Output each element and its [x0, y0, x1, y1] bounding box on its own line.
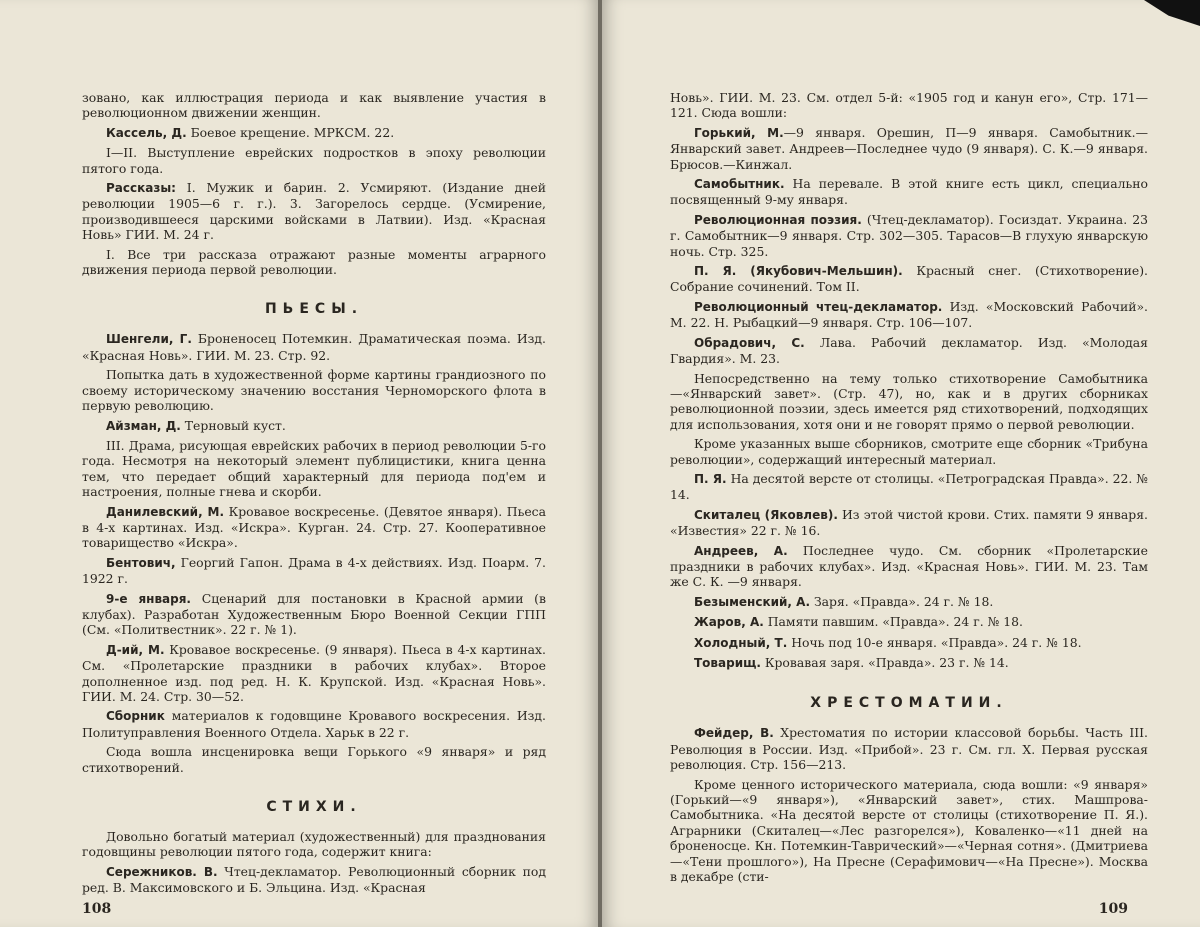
- entry-text: Непосредственно на тему только стихотворение Самобытника—«Январский завет». (Стр. 47), но, как и в других сборниках революционной поэзии, здесь имеется ряд стихотворений, подходящих для использования, хотя они и не говорят прямо о первой революции.: [670, 370, 1148, 432]
- section-heading: ХРЕСТОМАТИИ.: [810, 695, 1008, 712]
- entry-text: Изд. «Московский Рабочий». М. 22. Н. Рыбацкий—9 января. Стр. 106—107.: [670, 298, 1148, 331]
- paragraph: [670, 777, 1148, 885]
- section-heading: ПЬЕСЫ.: [264, 301, 364, 318]
- paragraph: [82, 145, 546, 176]
- bibliography-entry: [82, 642, 546, 705]
- entry-text: Попытка дать в художественной форме картины грандиозного по своему историческому значению восстания Черноморского флота в первую революцию.: [82, 367, 546, 414]
- entry-text: (Чтец-декламатор). Госиздат. Украина. 23 г. Самобытник—9 января. Стр. 302—305. Тарасов—В глухую январскую ночь. Стр. 325.: [670, 211, 1148, 259]
- entry-text: Довольно богатый материал (художественный) для празднования годовщины революции пятого года, содержит книга:: [82, 829, 546, 860]
- entry-author: Революционный чтец-декламатор.: [694, 299, 943, 314]
- entry-text: —9 января. Орешин, П—9 января. Самобытник.—Январский завет. Андреев—Последнее чудо (9 января). С. К.—9 января. Брюсов.—Кинжал.: [670, 124, 1148, 172]
- bibliography-entry: [670, 125, 1148, 172]
- bibliography-entry: [670, 635, 1148, 651]
- entry-text: Ночь под 10-е января. «Правда». 24 г. № 18.: [787, 634, 1082, 650]
- bibliography-entry: [670, 176, 1148, 208]
- paragraph: [82, 90, 546, 121]
- page-number: 108: [82, 901, 112, 917]
- entry-text: I. Мужик и барин. 2. Усмиряют. (Издание дней революции 1905—6 г. г.). 3. Загорелось сердце. (Усмирение, производившееся царскими войсками в Латвии). Изд. «Красная Новь» ГИИ. М. 24 г.: [82, 180, 546, 243]
- entry-author: Холодный, Т.: [694, 635, 788, 650]
- entry-author: Д-ий, М.: [106, 642, 165, 657]
- entry-text: Памяти павшим. «Правда». 24 г. № 18.: [763, 614, 1023, 630]
- entry-author: П. Я.: [694, 471, 727, 486]
- entry-author: Андреев, А.: [694, 543, 788, 558]
- entry-text: Кровавая заря. «Правда». 23 г. № 14.: [760, 655, 1009, 670]
- entry-author: Безыменский, А.: [694, 594, 811, 609]
- bibliography-entry: [670, 471, 1148, 503]
- right-page-text: [670, 90, 1149, 885]
- bibliography-entry: [82, 504, 546, 551]
- entry-text: зовано, как иллюстрация периода и как выявление участия в революционном движении женщин.: [82, 90, 546, 121]
- bibliography-entry: [670, 335, 1148, 367]
- paragraph: [82, 247, 546, 278]
- entry-author: 9-е января.: [106, 591, 191, 606]
- entry-text: Лава. Рабочий декламатор. Изд. «Молодая Гвардия». М. 23.: [670, 334, 1148, 367]
- entry-text: Из этой чистой крови. Стих. памяти 9 января. «Известия» 22 г. № 16.: [670, 506, 1148, 539]
- entry-author: Сборник: [106, 709, 165, 724]
- entry-author: Обрадович, С.: [694, 335, 805, 350]
- bibliography-entry: [670, 212, 1148, 259]
- entry-author: Шенгели, Г.: [106, 332, 192, 347]
- entry-text: Кровавое воскресенье. (Девятое января). Пьеса в 4-х картинах. Изд. «Искра». Курган. 24. Стр. 27. Кооперативное товарищество «Искра».: [82, 503, 546, 551]
- entry-author: Фейдер, В.: [694, 726, 774, 741]
- entry-text: На перевале. В этой книге есть цикл, специально посвященный 9-му января.: [670, 176, 1148, 208]
- bibliography-entry: [670, 614, 1148, 630]
- entry-text: Терновый куст.: [180, 417, 286, 433]
- entry-author: Скиталец (Яковлев).: [694, 507, 838, 522]
- entry-author: Рассказы:: [106, 181, 176, 196]
- paragraph: [82, 829, 546, 860]
- entry-text: Георгий Гапон. Драма в 4-х действиях. Изд. Поарм. 7. 1922 г.: [82, 554, 546, 587]
- entry-text: Новь». ГИИ. М. 23. См. отдел 5-й: «1905 год и канун его», Стр. 171—121. Сюда вошли:: [670, 90, 1148, 121]
- entry-author: Кассель, Д.: [106, 125, 187, 140]
- entry-text: Боевое крещение. МРКСМ. 22.: [186, 124, 395, 140]
- left-page: [0, 0, 598, 927]
- entry-author: Сережников. В.: [106, 864, 218, 879]
- bibliography-entry: [670, 594, 1148, 610]
- bibliography-entry: [82, 555, 546, 587]
- entry-text: Красный снег. (Стихотворение). Собрание сочинений. Том II.: [670, 263, 1148, 295]
- entry-text: Сценарий для постановки в Красной армии (в клубах). Разработан Художественным Бюро Военной Секции ГПП (См. «Политвестник». 22 г. № 1).: [82, 590, 546, 638]
- left-page-text: [82, 90, 546, 896]
- paragraph: [670, 436, 1148, 467]
- page-number: 109: [1098, 901, 1128, 917]
- entry-text: На десятой версте от столицы. «Петроградская Правда». 22. № 14.: [670, 470, 1149, 503]
- entry-author: Горький, М.: [694, 125, 784, 140]
- entry-text: Последнее чудо. См. сборник «Пролетарские праздники в рабочих клубах». Изд. «Красная Новь». ГИИ. М. 23. Там же С. К. —9 января.: [670, 542, 1148, 590]
- entry-text: Заря. «Правда». 24 г. № 18.: [810, 593, 994, 609]
- entry-text: Сюда вошла инсценировка вещи Горького «9 января» и ряд стихотворений.: [82, 744, 546, 775]
- bibliography-entry: [670, 725, 1148, 772]
- bibliography-entry: [82, 708, 546, 740]
- entry-author: Жаров, А.: [694, 615, 764, 630]
- entry-text: Кроме указанных выше сборников, смотрите еще сборник «Трибуна революции», содержащий интересный материал.: [670, 436, 1148, 467]
- bibliography-entry: [82, 125, 546, 141]
- paragraph: [82, 367, 546, 413]
- entry-text: Чтец-декламатор. Революционный сборник под ред. В. Максимовского и Б. Эльцина. Изд. «Красная: [82, 863, 546, 896]
- paragraph: [82, 744, 546, 775]
- paragraph: [670, 90, 1148, 121]
- entry-text: Броненосец Потемкин. Драматическая поэма. Изд. «Красная Новь». ГИИ. М. 23. Стр. 92.: [82, 331, 546, 363]
- bibliography-entry: [670, 655, 1148, 671]
- bibliography-entry: [82, 331, 546, 363]
- entry-author: Товарищ.: [694, 656, 761, 670]
- bibliography-entry: [670, 263, 1148, 295]
- corner-mark: [1130, 0, 1200, 26]
- bibliography-entry: [82, 418, 546, 434]
- entry-author: Айзман, Д.: [106, 418, 181, 433]
- entry-text: Хрестоматия по истории классовой борьбы. Часть III. Революция в России. Изд. «Прибой». 23 г. См. гл. X. Первая русская революция. Стр. 156—213.: [670, 725, 1148, 773]
- bibliography-entry: [670, 507, 1148, 539]
- right-page: [602, 0, 1200, 927]
- bibliography-entry: [670, 543, 1148, 590]
- bibliography-entry: [82, 591, 546, 638]
- bibliography-entry: [670, 299, 1148, 331]
- paragraph: [670, 371, 1148, 433]
- entry-author: Бентович,: [106, 555, 176, 570]
- bibliography-entry: [82, 180, 546, 243]
- entry-text: I—II. Выступление еврейских подростков в эпоху революции пятого года.: [82, 145, 546, 176]
- entry-text: III. Драма, рисующая еврейских рабочих в период революции 5-го года. Несмотря на некоторый элемент публицистики, книга ценна тем, что передает общий характерный для периода под'ем и настроения, полные гнева и скорби.: [82, 437, 546, 500]
- entry-author: П. Я. (Якубович-Мельшин).: [694, 264, 903, 279]
- entry-author: Данилевский, М.: [106, 504, 224, 519]
- entry-text: I. Все три рассказа отражают разные моменты аграрного движения периода первой революции.: [82, 246, 546, 278]
- entry-text: Кроме ценного исторического материала, сюда вошли: «9 января» (Горький—«9 января»), «Январский завет», стих. Машпрова-Самобытника. «На десятой версте от столицы (стихотворение П. Я.). Аграрники (Скиталец—«Лес разгорелся»), Коваленко—«11 дней на броненосце. Кн. Потемкин-Таврический»—«Черная сотня». (Дмитриева—«Тени прошлого»), На Пресне (Серафимович—«На Пресне»). Москва в декабре (сти-: [670, 776, 1148, 885]
- entry-author: Революционная поэзия.: [694, 212, 862, 227]
- bibliography-entry: [82, 864, 546, 896]
- section-heading: СТИХИ.: [266, 799, 362, 816]
- entry-text: Кровавое воскресенье. (9 января). Пьеса в 4-х картинах. См. «Пролетарские праздники в рабочих клубах». Второе дополненное изд. под ред. Н. К. Крупской. Изд. «Красная Новь». ГИИ. М. 24. Стр. 30—52.: [82, 641, 546, 704]
- paragraph: [82, 438, 546, 500]
- entry-text: материалов к годовщине Кровавого воскресения. Изд. Политуправления Военного Отдела. Харьк в 22 г.: [82, 708, 546, 740]
- entry-author: Самобытник.: [694, 177, 785, 192]
